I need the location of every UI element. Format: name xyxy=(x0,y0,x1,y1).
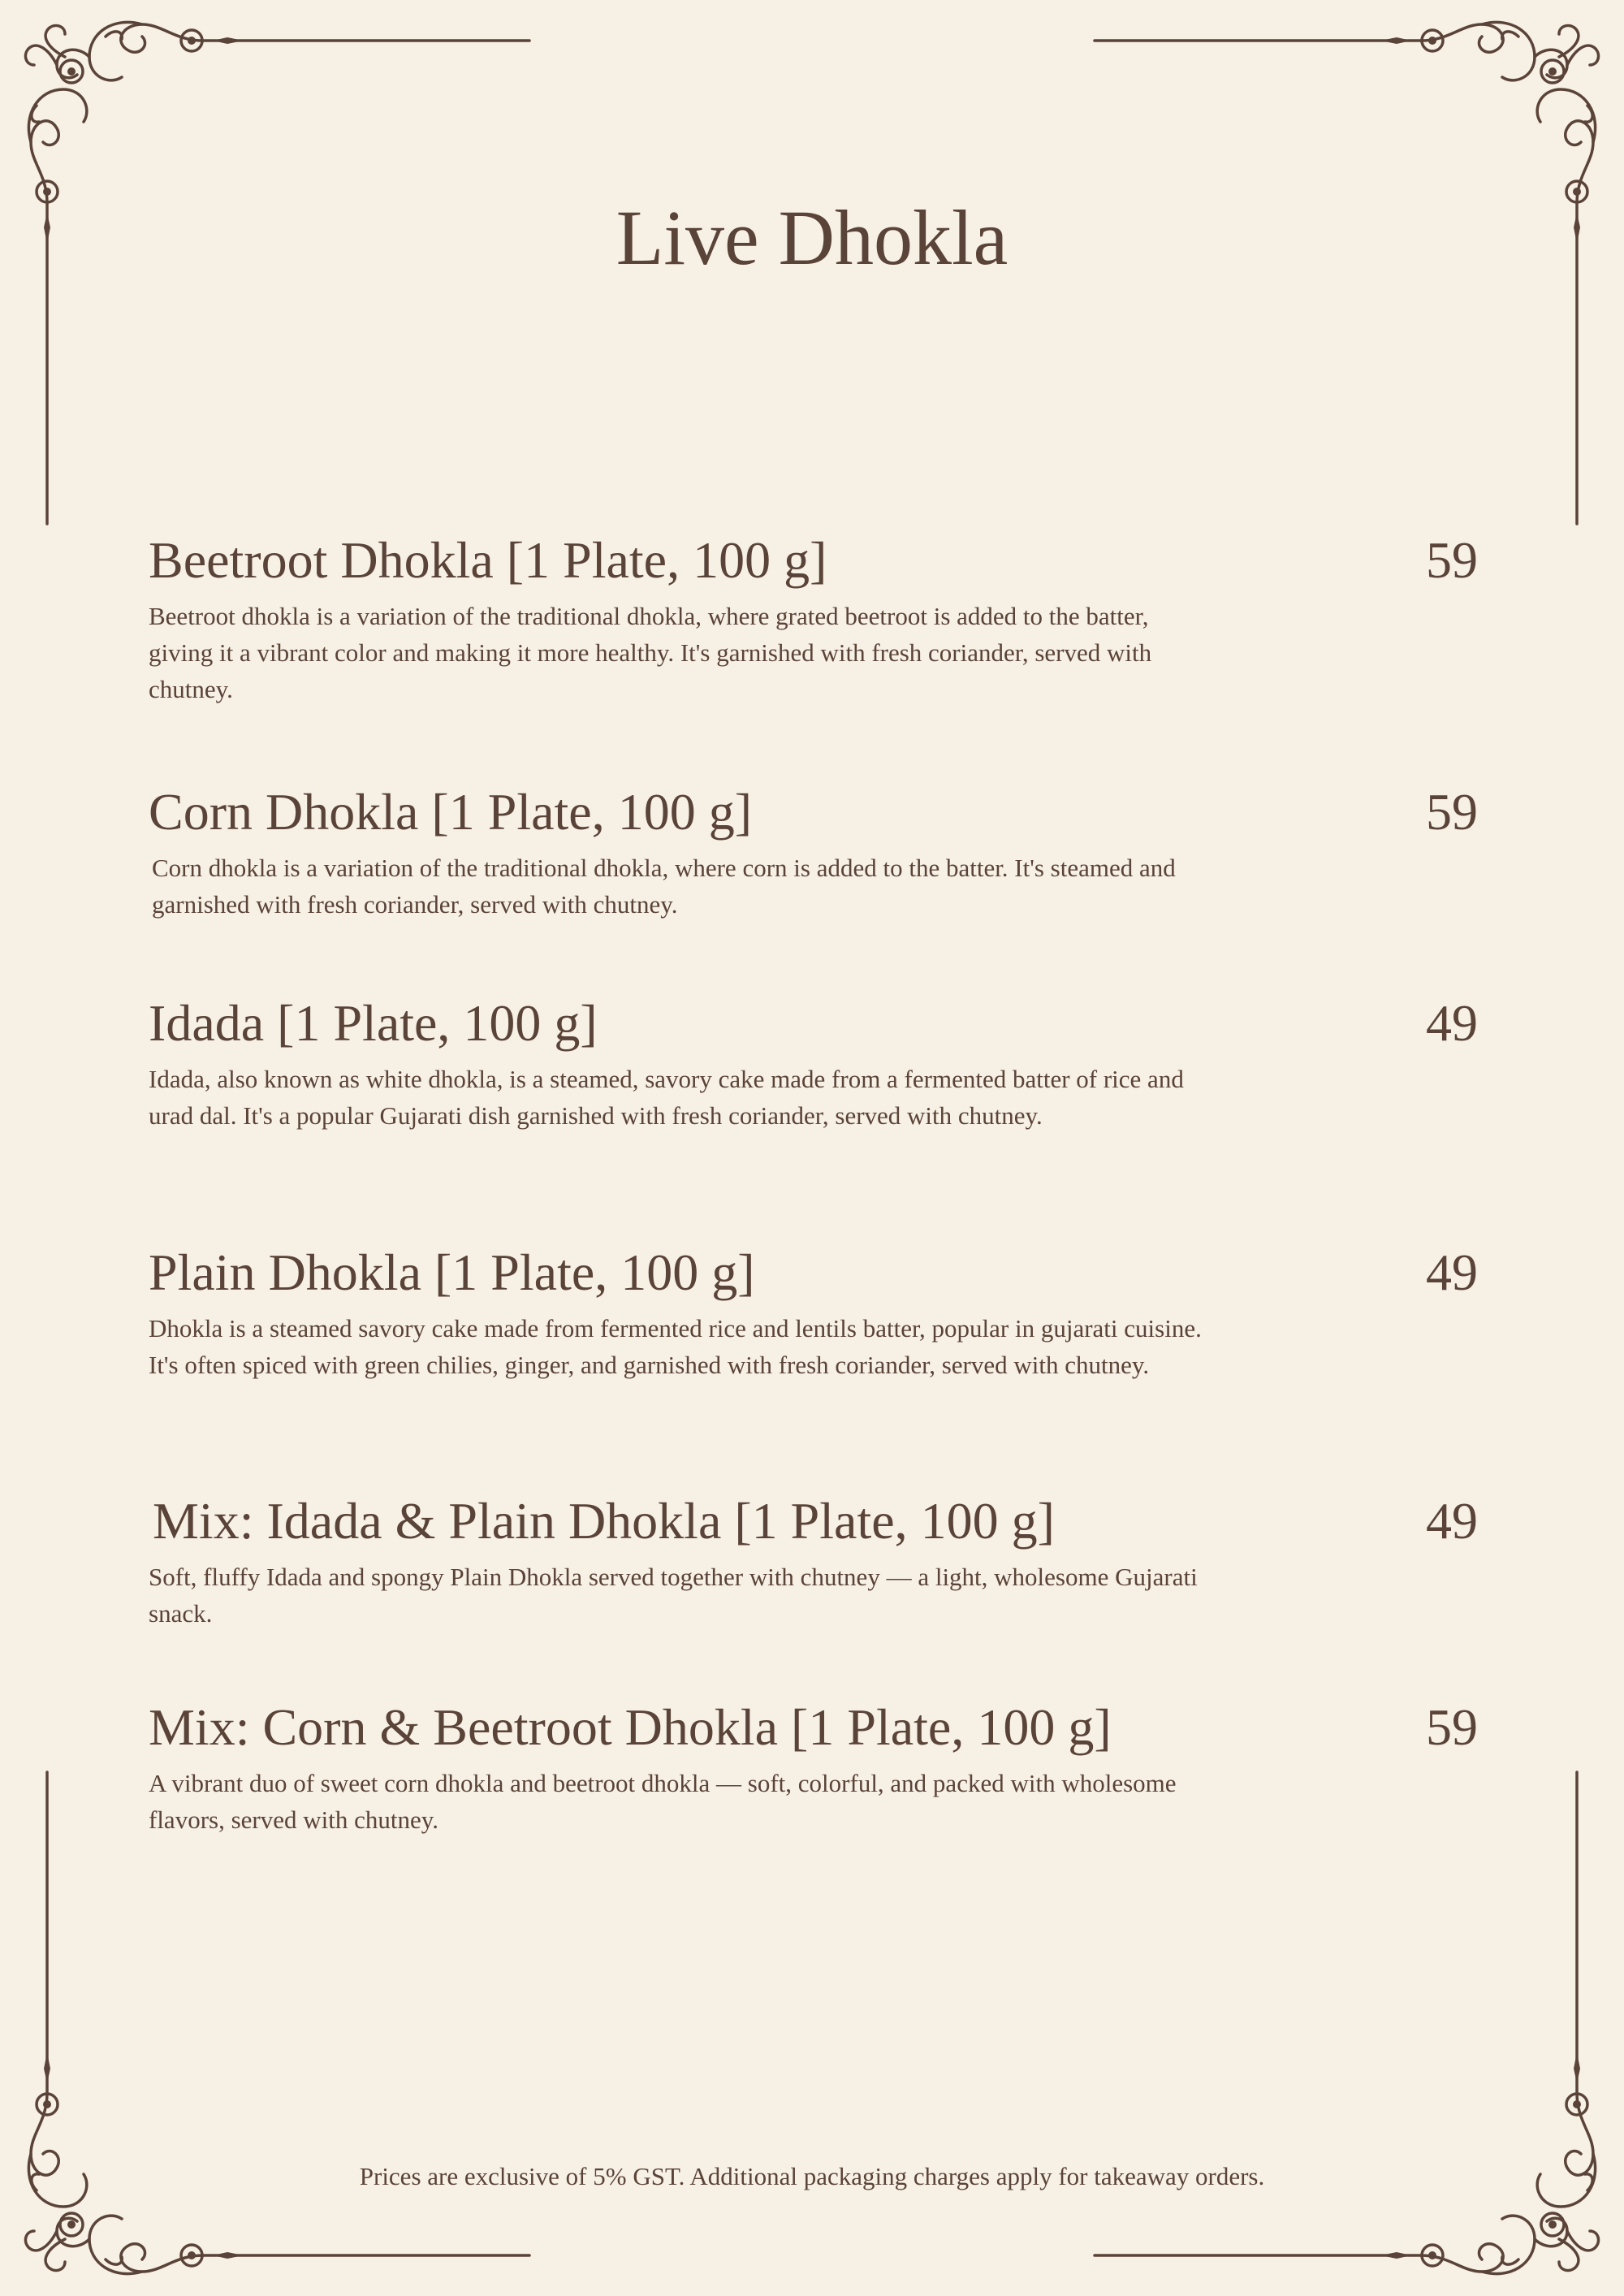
menu-item-price: 59 xyxy=(1426,531,1478,589)
menu-item-name: Corn Dhokla [1 Plate, 100 g] xyxy=(149,783,752,841)
menu-item-name: Beetroot Dhokla [1 Plate, 100 g] xyxy=(149,531,827,589)
menu-item-description: Corn dhokla is a variation of the traditional dhokla, where corn is added to the batter. It's steamed and garnished with fresh coriander, served with chutney. xyxy=(152,854,1176,919)
menu-item-description: Soft, fluffy Idada and spongy Plain Dhokla served together with chutney — a light, wholesome Gujarati snack. xyxy=(149,1563,1198,1628)
menu-item-name: Mix: Idada & Plain Dhokla [1 Plate, 100 g] xyxy=(153,1492,1055,1550)
menu-item-price: 49 xyxy=(1426,1243,1478,1301)
menu-item-price: 49 xyxy=(1426,1492,1478,1550)
menu-item-name: Idada [1 Plate, 100 g] xyxy=(149,994,598,1052)
corner-ornament-bottom-left xyxy=(25,1772,529,2274)
menu-item-description: A vibrant duo of sweet corn dhokla and beetroot dhokla — soft, colorful, and packed with wholesome flavors, served with chutney. xyxy=(149,1769,1177,1834)
menu-item-description: Dhokla is a steamed savory cake made from fermented rice and lentils batter, popular in gujarati cuisine. It's often spiced with green chilies, ginger, and garnished with fresh coriander, served with chutney. xyxy=(149,1314,1202,1379)
footer-note: Prices are exclusive of 5% GST. Additional packaging charges apply for takeaway orders. xyxy=(359,2162,1265,2190)
menu-item-name: Mix: Corn & Beetroot Dhokla [1 Plate, 100 g] xyxy=(149,1698,1112,1756)
corner-ornament-bottom-right xyxy=(1095,1772,1599,2274)
menu-item-price: 49 xyxy=(1426,994,1478,1052)
menu-item-name: Plain Dhokla [1 Plate, 100 g] xyxy=(149,1243,755,1301)
menu-item-price: 59 xyxy=(1426,783,1478,841)
menu-item-description: Idada, also known as white dhokla, is a steamed, savory cake made from a fermented batter of rice and urad dal. It's a popular Gujarati dish garnished with fresh coriander, served with chutney. xyxy=(149,1065,1184,1130)
menu-item-description: Beetroot dhokla is a variation of the traditional dhokla, where grated beetroot is added to the batter, giving it a vibrant color and making it more healthy. It's garnished with fresh coriander, served with chutney. xyxy=(149,602,1152,703)
menu-item-price: 59 xyxy=(1426,1698,1478,1756)
menu-title: Live Dhokla xyxy=(615,194,1009,281)
